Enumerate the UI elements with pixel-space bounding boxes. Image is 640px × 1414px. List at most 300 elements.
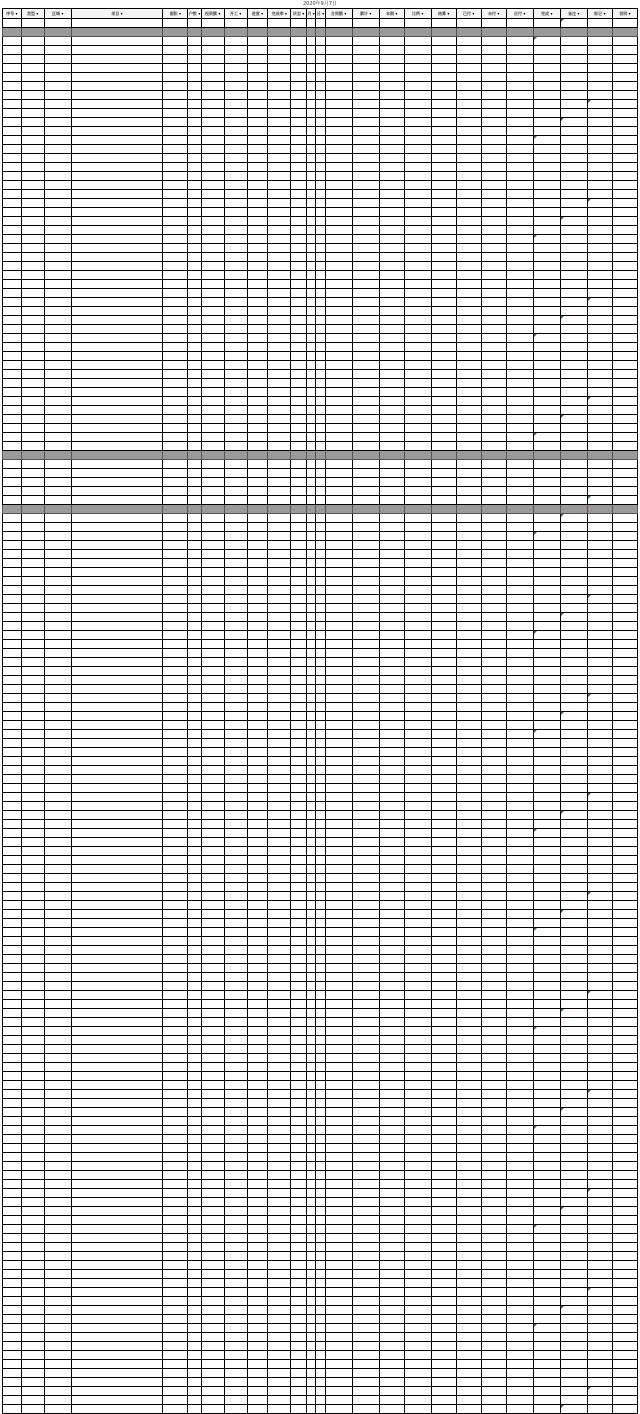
table-cell[interactable] bbox=[533, 469, 560, 478]
table-cell[interactable] bbox=[71, 1108, 163, 1117]
table-cell[interactable] bbox=[325, 811, 352, 820]
column-header[interactable] bbox=[481, 9, 506, 19]
table-cell[interactable] bbox=[71, 1333, 163, 1342]
table-cell[interactable] bbox=[44, 613, 71, 622]
table-cell[interactable] bbox=[533, 1315, 560, 1324]
table-cell[interactable] bbox=[306, 208, 315, 217]
table-cell[interactable] bbox=[247, 1360, 268, 1369]
table-cell[interactable] bbox=[291, 901, 307, 910]
table-cell[interactable] bbox=[325, 829, 352, 838]
table-cell[interactable] bbox=[352, 118, 379, 127]
table-cell[interactable] bbox=[431, 955, 456, 964]
table-cell[interactable] bbox=[268, 109, 291, 118]
table-cell[interactable] bbox=[560, 1306, 587, 1315]
table-cell[interactable] bbox=[506, 721, 533, 730]
table-cell[interactable] bbox=[201, 1099, 224, 1108]
table-cell[interactable] bbox=[291, 1009, 307, 1018]
table-cell[interactable] bbox=[247, 1315, 268, 1324]
table-cell[interactable] bbox=[201, 289, 224, 298]
table-cell[interactable] bbox=[224, 982, 247, 991]
table-cell[interactable] bbox=[44, 1225, 71, 1234]
table-cell[interactable] bbox=[481, 46, 506, 55]
table-cell[interactable] bbox=[247, 1198, 268, 1207]
table-row[interactable] bbox=[3, 37, 638, 46]
table-cell[interactable] bbox=[316, 91, 325, 100]
table-cell[interactable] bbox=[21, 613, 44, 622]
table-cell[interactable] bbox=[612, 91, 637, 100]
table-cell[interactable] bbox=[404, 739, 431, 748]
table-cell[interactable] bbox=[201, 280, 224, 289]
table-cell[interactable] bbox=[163, 802, 188, 811]
column-header[interactable] bbox=[325, 9, 352, 19]
table-cell[interactable] bbox=[224, 334, 247, 343]
column-header[interactable] bbox=[560, 9, 587, 19]
table-cell[interactable] bbox=[612, 874, 637, 883]
table-cell[interactable] bbox=[587, 883, 612, 892]
table-cell[interactable] bbox=[404, 199, 431, 208]
table-cell[interactable] bbox=[71, 244, 163, 253]
table-cell[interactable] bbox=[481, 316, 506, 325]
table-cell[interactable] bbox=[306, 1099, 315, 1108]
table-cell[interactable] bbox=[587, 928, 612, 937]
table-cell[interactable] bbox=[224, 217, 247, 226]
table-cell[interactable] bbox=[431, 82, 456, 91]
table-cell[interactable] bbox=[306, 298, 315, 307]
table-cell[interactable] bbox=[268, 505, 291, 514]
table-cell[interactable] bbox=[201, 37, 224, 46]
table-cell[interactable] bbox=[404, 550, 431, 559]
table-cell[interactable] bbox=[481, 928, 506, 937]
table-cell[interactable] bbox=[587, 847, 612, 856]
table-cell[interactable] bbox=[21, 1135, 44, 1144]
table-cell[interactable] bbox=[306, 271, 315, 280]
table-cell[interactable] bbox=[325, 1009, 352, 1018]
table-cell[interactable] bbox=[3, 1324, 22, 1333]
table-cell[interactable] bbox=[560, 244, 587, 253]
table-cell[interactable] bbox=[316, 514, 325, 523]
table-cell[interactable] bbox=[247, 172, 268, 181]
table-cell[interactable] bbox=[201, 361, 224, 370]
table-cell[interactable] bbox=[612, 865, 637, 874]
table-cell[interactable] bbox=[247, 424, 268, 433]
table-cell[interactable] bbox=[224, 748, 247, 757]
table-cell[interactable] bbox=[587, 424, 612, 433]
table-cell[interactable] bbox=[431, 901, 456, 910]
table-cell[interactable] bbox=[533, 1369, 560, 1378]
table-cell[interactable] bbox=[201, 748, 224, 757]
table-cell[interactable] bbox=[247, 460, 268, 469]
table-cell[interactable] bbox=[21, 910, 44, 919]
table-cell[interactable] bbox=[21, 1360, 44, 1369]
table-cell[interactable] bbox=[506, 892, 533, 901]
table-cell[interactable] bbox=[456, 1090, 481, 1099]
table-cell[interactable] bbox=[506, 91, 533, 100]
table-cell[interactable] bbox=[71, 739, 163, 748]
table-cell[interactable] bbox=[325, 316, 352, 325]
table-cell[interactable] bbox=[560, 919, 587, 928]
table-cell[interactable] bbox=[533, 91, 560, 100]
table-cell[interactable] bbox=[612, 973, 637, 982]
table-cell[interactable] bbox=[325, 208, 352, 217]
table-cell[interactable] bbox=[247, 1270, 268, 1279]
table-row[interactable] bbox=[3, 1054, 638, 1063]
table-cell[interactable] bbox=[431, 883, 456, 892]
table-cell[interactable] bbox=[316, 1117, 325, 1126]
table-cell[interactable] bbox=[379, 550, 404, 559]
table-cell[interactable] bbox=[404, 586, 431, 595]
table-cell[interactable] bbox=[44, 1234, 71, 1243]
table-cell[interactable] bbox=[44, 451, 71, 460]
table-cell[interactable] bbox=[431, 766, 456, 775]
table-cell[interactable] bbox=[612, 55, 637, 64]
table-cell[interactable] bbox=[352, 1063, 379, 1072]
table-cell[interactable] bbox=[612, 1333, 637, 1342]
table-cell[interactable] bbox=[404, 694, 431, 703]
table-cell[interactable] bbox=[316, 766, 325, 775]
table-cell[interactable] bbox=[224, 1081, 247, 1090]
table-cell[interactable] bbox=[3, 1081, 22, 1090]
table-cell[interactable] bbox=[352, 1153, 379, 1162]
table-cell[interactable] bbox=[44, 1009, 71, 1018]
table-cell[interactable] bbox=[506, 451, 533, 460]
table-cell[interactable] bbox=[404, 226, 431, 235]
table-cell[interactable] bbox=[352, 1387, 379, 1396]
table-row[interactable] bbox=[3, 73, 638, 82]
table-cell[interactable] bbox=[291, 1342, 307, 1351]
table-cell[interactable] bbox=[306, 1396, 315, 1405]
table-cell[interactable] bbox=[201, 946, 224, 955]
table-cell[interactable] bbox=[316, 1207, 325, 1216]
table-cell[interactable] bbox=[71, 784, 163, 793]
table-cell[interactable] bbox=[188, 478, 202, 487]
table-cell[interactable] bbox=[306, 1045, 315, 1054]
table-cell[interactable] bbox=[587, 433, 612, 442]
table-cell[interactable] bbox=[291, 1207, 307, 1216]
table-cell[interactable] bbox=[21, 1027, 44, 1036]
table-cell[interactable] bbox=[316, 883, 325, 892]
table-cell[interactable] bbox=[612, 829, 637, 838]
table-cell[interactable] bbox=[224, 1351, 247, 1360]
table-cell[interactable] bbox=[316, 496, 325, 505]
table-cell[interactable] bbox=[587, 1387, 612, 1396]
table-cell[interactable] bbox=[163, 19, 188, 28]
table-cell[interactable] bbox=[560, 307, 587, 316]
table-cell[interactable] bbox=[612, 523, 637, 532]
table-cell[interactable] bbox=[456, 352, 481, 361]
table-cell[interactable] bbox=[291, 55, 307, 64]
table-cell[interactable] bbox=[188, 442, 202, 451]
table-cell[interactable] bbox=[431, 568, 456, 577]
table-cell[interactable] bbox=[587, 937, 612, 946]
table-cell[interactable] bbox=[201, 604, 224, 613]
table-cell[interactable] bbox=[481, 1108, 506, 1117]
table-cell[interactable] bbox=[201, 838, 224, 847]
table-cell[interactable] bbox=[3, 856, 22, 865]
table-cell[interactable] bbox=[560, 316, 587, 325]
table-cell[interactable] bbox=[404, 1081, 431, 1090]
table-cell[interactable] bbox=[224, 631, 247, 640]
table-cell[interactable] bbox=[163, 631, 188, 640]
table-cell[interactable] bbox=[316, 667, 325, 676]
table-cell[interactable] bbox=[560, 1270, 587, 1279]
table-cell[interactable] bbox=[188, 244, 202, 253]
table-cell[interactable] bbox=[201, 109, 224, 118]
table-cell[interactable] bbox=[379, 595, 404, 604]
table-cell[interactable] bbox=[201, 622, 224, 631]
table-cell[interactable] bbox=[316, 361, 325, 370]
table-cell[interactable] bbox=[587, 748, 612, 757]
table-cell[interactable] bbox=[560, 1297, 587, 1306]
table-cell[interactable] bbox=[71, 1396, 163, 1405]
table-cell[interactable] bbox=[224, 730, 247, 739]
table-cell[interactable] bbox=[587, 82, 612, 91]
table-cell[interactable] bbox=[268, 469, 291, 478]
table-cell[interactable] bbox=[247, 874, 268, 883]
table-cell[interactable] bbox=[71, 262, 163, 271]
table-cell[interactable] bbox=[268, 964, 291, 973]
table-cell[interactable] bbox=[481, 766, 506, 775]
table-cell[interactable] bbox=[247, 784, 268, 793]
table-cell[interactable] bbox=[456, 361, 481, 370]
table-cell[interactable] bbox=[71, 1297, 163, 1306]
table-cell[interactable] bbox=[224, 775, 247, 784]
table-cell[interactable] bbox=[71, 289, 163, 298]
table-cell[interactable] bbox=[533, 181, 560, 190]
table-cell[interactable] bbox=[291, 73, 307, 82]
table-cell[interactable] bbox=[188, 91, 202, 100]
table-cell[interactable] bbox=[352, 739, 379, 748]
table-cell[interactable] bbox=[481, 1144, 506, 1153]
table-row[interactable] bbox=[3, 145, 638, 154]
table-cell[interactable] bbox=[612, 685, 637, 694]
table-cell[interactable] bbox=[268, 163, 291, 172]
table-cell[interactable] bbox=[506, 172, 533, 181]
table-cell[interactable] bbox=[268, 73, 291, 82]
table-cell[interactable] bbox=[71, 352, 163, 361]
table-cell[interactable] bbox=[21, 1207, 44, 1216]
table-cell[interactable] bbox=[268, 316, 291, 325]
table-cell[interactable] bbox=[291, 739, 307, 748]
table-cell[interactable] bbox=[431, 1144, 456, 1153]
table-cell[interactable] bbox=[456, 64, 481, 73]
table-cell[interactable] bbox=[163, 838, 188, 847]
table-cell[interactable] bbox=[560, 937, 587, 946]
table-cell[interactable] bbox=[379, 469, 404, 478]
table-cell[interactable] bbox=[44, 433, 71, 442]
table-cell[interactable] bbox=[316, 478, 325, 487]
table-cell[interactable] bbox=[481, 460, 506, 469]
table-cell[interactable] bbox=[71, 1054, 163, 1063]
table-row[interactable] bbox=[3, 1234, 638, 1243]
table-cell[interactable] bbox=[325, 118, 352, 127]
table-cell[interactable] bbox=[224, 586, 247, 595]
table-cell[interactable] bbox=[379, 1243, 404, 1252]
table-cell[interactable] bbox=[291, 1378, 307, 1387]
table-cell[interactable] bbox=[44, 1315, 71, 1324]
table-row[interactable] bbox=[3, 442, 638, 451]
table-cell[interactable] bbox=[379, 208, 404, 217]
table-cell[interactable] bbox=[533, 1189, 560, 1198]
table-cell[interactable] bbox=[379, 415, 404, 424]
table-cell[interactable] bbox=[481, 676, 506, 685]
table-cell[interactable] bbox=[533, 793, 560, 802]
table-cell[interactable] bbox=[431, 523, 456, 532]
table-cell[interactable] bbox=[291, 235, 307, 244]
table-cell[interactable] bbox=[291, 190, 307, 199]
table-cell[interactable] bbox=[268, 1018, 291, 1027]
table-cell[interactable] bbox=[224, 271, 247, 280]
table-cell[interactable] bbox=[506, 856, 533, 865]
table-cell[interactable] bbox=[291, 460, 307, 469]
table-cell[interactable] bbox=[506, 298, 533, 307]
table-cell[interactable] bbox=[71, 1216, 163, 1225]
filter-dropdown-icon[interactable]: ▾ bbox=[196, 11, 201, 16]
table-cell[interactable] bbox=[587, 496, 612, 505]
table-cell[interactable] bbox=[44, 343, 71, 352]
table-cell[interactable] bbox=[612, 811, 637, 820]
table-cell[interactable] bbox=[163, 1180, 188, 1189]
table-cell[interactable] bbox=[352, 163, 379, 172]
table-cell[interactable] bbox=[163, 622, 188, 631]
table-cell[interactable] bbox=[481, 1099, 506, 1108]
table-cell[interactable] bbox=[379, 1153, 404, 1162]
column-header[interactable] bbox=[506, 9, 533, 19]
table-cell[interactable] bbox=[224, 973, 247, 982]
table-cell[interactable] bbox=[533, 64, 560, 73]
table-cell[interactable] bbox=[560, 1360, 587, 1369]
table-cell[interactable] bbox=[587, 1396, 612, 1405]
table-cell[interactable] bbox=[325, 1225, 352, 1234]
table-cell[interactable] bbox=[560, 793, 587, 802]
table-cell[interactable] bbox=[201, 577, 224, 586]
table-cell[interactable] bbox=[506, 811, 533, 820]
table-row[interactable] bbox=[3, 721, 638, 730]
table-cell[interactable] bbox=[325, 730, 352, 739]
table-cell[interactable] bbox=[533, 100, 560, 109]
table-cell[interactable] bbox=[71, 586, 163, 595]
table-cell[interactable] bbox=[71, 145, 163, 154]
table-cell[interactable] bbox=[431, 1234, 456, 1243]
table-cell[interactable] bbox=[21, 919, 44, 928]
table-cell[interactable] bbox=[306, 442, 315, 451]
table-cell[interactable] bbox=[456, 1009, 481, 1018]
table-cell[interactable] bbox=[481, 397, 506, 406]
table-cell[interactable] bbox=[379, 865, 404, 874]
table-cell[interactable] bbox=[587, 820, 612, 829]
table-cell[interactable] bbox=[3, 289, 22, 298]
table-cell[interactable] bbox=[21, 928, 44, 937]
table-cell[interactable] bbox=[268, 1261, 291, 1270]
table-cell[interactable] bbox=[224, 91, 247, 100]
table-cell[interactable] bbox=[188, 1306, 202, 1315]
table-cell[interactable] bbox=[71, 28, 163, 37]
table-row[interactable] bbox=[3, 793, 638, 802]
table-cell[interactable] bbox=[506, 847, 533, 856]
table-cell[interactable] bbox=[291, 694, 307, 703]
table-cell[interactable] bbox=[612, 217, 637, 226]
table-cell[interactable] bbox=[506, 109, 533, 118]
table-cell[interactable] bbox=[587, 181, 612, 190]
table-cell[interactable] bbox=[506, 514, 533, 523]
table-cell[interactable] bbox=[352, 1198, 379, 1207]
table-cell[interactable] bbox=[612, 136, 637, 145]
table-cell[interactable] bbox=[379, 487, 404, 496]
table-cell[interactable] bbox=[201, 532, 224, 541]
table-cell[interactable] bbox=[612, 1153, 637, 1162]
table-cell[interactable] bbox=[188, 793, 202, 802]
table-cell[interactable] bbox=[201, 1333, 224, 1342]
table-cell[interactable] bbox=[291, 1234, 307, 1243]
table-cell[interactable] bbox=[306, 424, 315, 433]
table-cell[interactable] bbox=[268, 1072, 291, 1081]
table-cell[interactable] bbox=[506, 55, 533, 64]
table-cell[interactable] bbox=[587, 676, 612, 685]
table-cell[interactable] bbox=[163, 865, 188, 874]
table-row[interactable] bbox=[3, 577, 638, 586]
table-cell[interactable] bbox=[291, 1099, 307, 1108]
table-cell[interactable] bbox=[188, 118, 202, 127]
table-cell[interactable] bbox=[456, 802, 481, 811]
table-cell[interactable] bbox=[247, 55, 268, 64]
table-cell[interactable] bbox=[506, 712, 533, 721]
table-cell[interactable] bbox=[268, 793, 291, 802]
table-cell[interactable] bbox=[612, 1036, 637, 1045]
table-cell[interactable] bbox=[431, 298, 456, 307]
table-cell[interactable] bbox=[163, 973, 188, 982]
table-cell[interactable] bbox=[325, 271, 352, 280]
table-cell[interactable] bbox=[163, 820, 188, 829]
table-cell[interactable] bbox=[352, 1288, 379, 1297]
table-cell[interactable] bbox=[224, 1324, 247, 1333]
table-cell[interactable] bbox=[404, 1297, 431, 1306]
table-cell[interactable] bbox=[533, 1234, 560, 1243]
table-cell[interactable] bbox=[352, 1081, 379, 1090]
table-cell[interactable] bbox=[456, 1018, 481, 1027]
table-cell[interactable] bbox=[188, 487, 202, 496]
table-cell[interactable] bbox=[306, 712, 315, 721]
table-cell[interactable] bbox=[268, 523, 291, 532]
table-cell[interactable] bbox=[506, 1072, 533, 1081]
table-cell[interactable] bbox=[456, 316, 481, 325]
table-cell[interactable] bbox=[316, 154, 325, 163]
table-cell[interactable] bbox=[352, 496, 379, 505]
table-cell[interactable] bbox=[456, 613, 481, 622]
table-cell[interactable] bbox=[481, 730, 506, 739]
table-cell[interactable] bbox=[21, 1009, 44, 1018]
filter-dropdown-icon[interactable]: ▾ bbox=[119, 11, 123, 16]
table-cell[interactable] bbox=[560, 955, 587, 964]
table-cell[interactable] bbox=[188, 1324, 202, 1333]
table-cell[interactable] bbox=[71, 937, 163, 946]
table-cell[interactable] bbox=[268, 910, 291, 919]
table-cell[interactable] bbox=[201, 379, 224, 388]
table-cell[interactable] bbox=[44, 19, 71, 28]
table-cell[interactable] bbox=[533, 1360, 560, 1369]
table-cell[interactable] bbox=[44, 514, 71, 523]
table-cell[interactable] bbox=[325, 361, 352, 370]
table-cell[interactable] bbox=[201, 1261, 224, 1270]
table-cell[interactable] bbox=[44, 1342, 71, 1351]
table-cell[interactable] bbox=[201, 874, 224, 883]
table-cell[interactable] bbox=[379, 1360, 404, 1369]
table-cell[interactable] bbox=[404, 514, 431, 523]
table-cell[interactable] bbox=[352, 361, 379, 370]
table-cell[interactable] bbox=[44, 469, 71, 478]
table-cell[interactable] bbox=[533, 307, 560, 316]
table-cell[interactable] bbox=[404, 19, 431, 28]
table-cell[interactable] bbox=[188, 334, 202, 343]
table-cell[interactable] bbox=[456, 1126, 481, 1135]
